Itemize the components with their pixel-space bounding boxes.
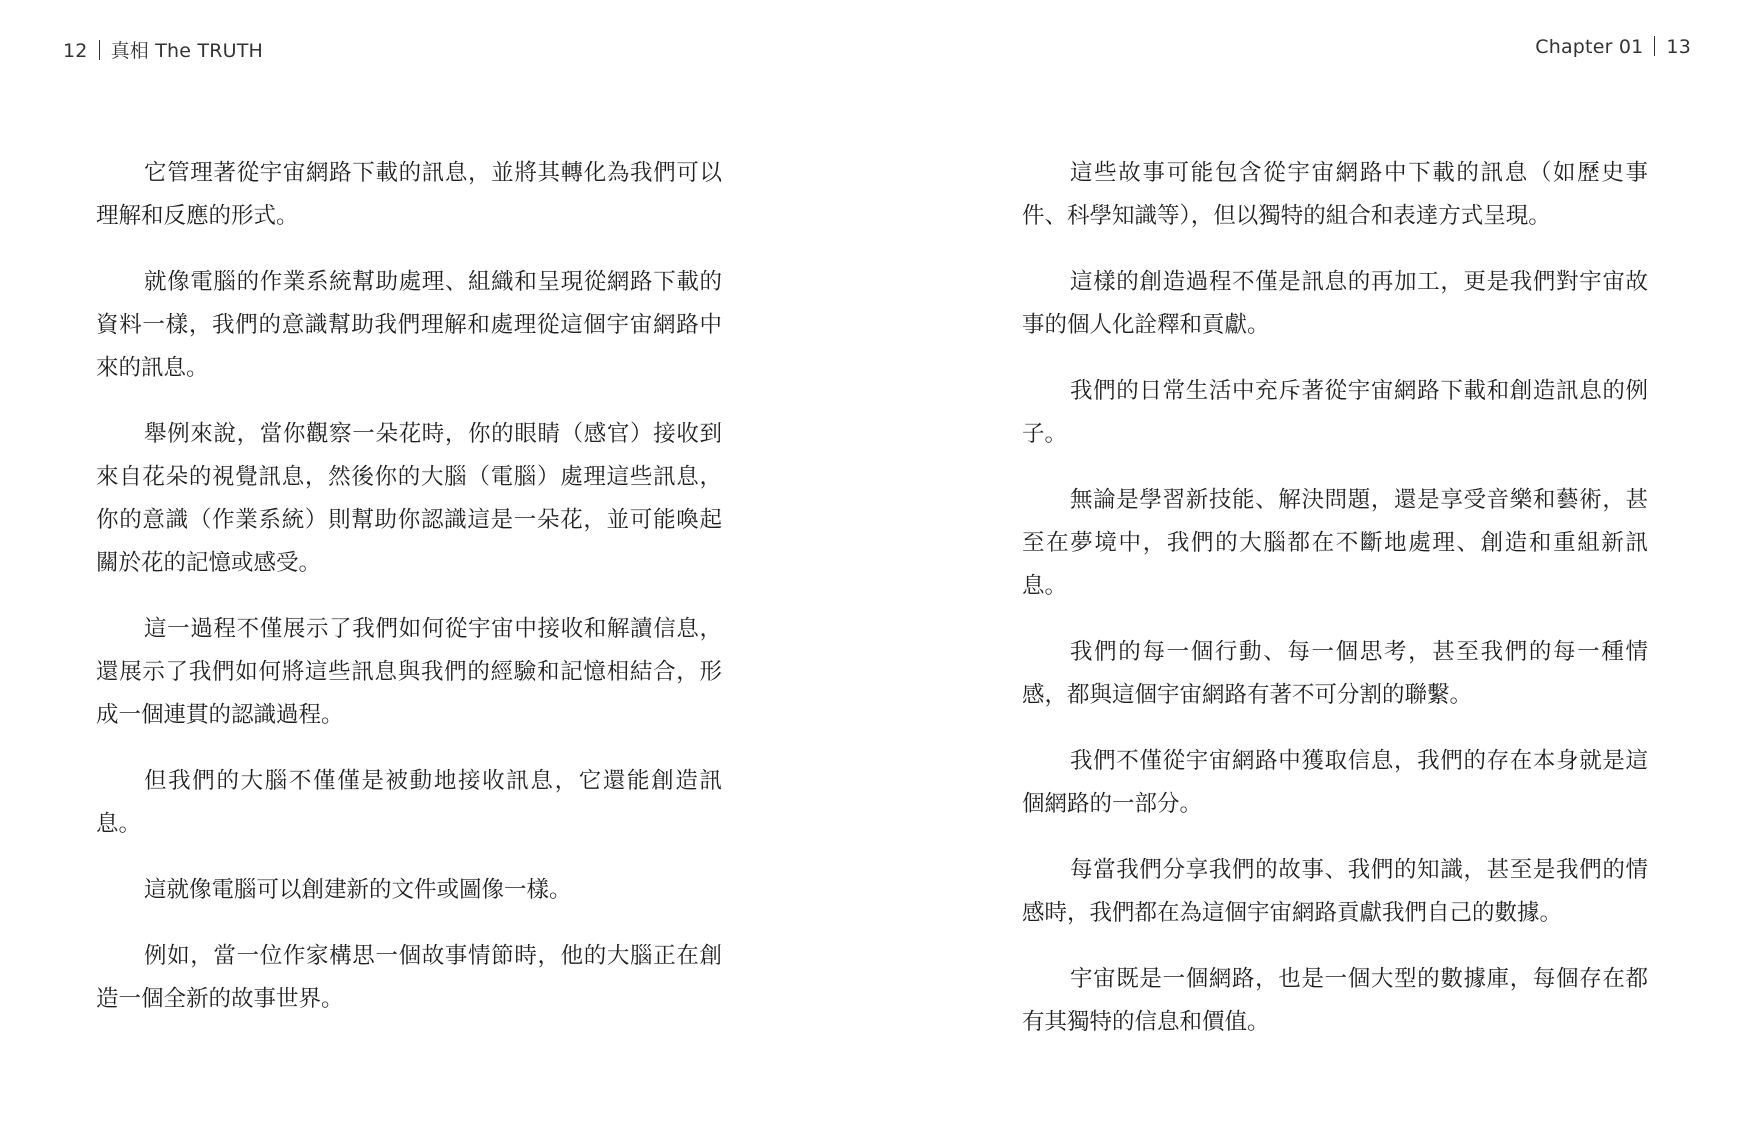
paragraph: 例如，當一位作家構思一個故事情節時，他的大腦正在創造一個全新的故事世界。 [96, 943, 722, 1012]
paragraph: 就像電腦的作業系統幫助處理、組織和呈現從網路下載的資料一樣，我們的意識幫助我們理解和處理從這個宇宙網路中來的訊息。 [96, 269, 722, 381]
paragraph: 每當我們分享我們的故事、我們的知識，甚至是我們的情感時，我們都在為這個宇宙網路貢獻我們自己的數據。 [1022, 857, 1648, 926]
left-page-body [96, 152, 722, 1044]
paragraph: 這就像電腦可以創建新的文件或圖像一樣。 [144, 877, 572, 903]
paragraph: 這些故事可能包含從宇宙網路中下載的訊息（如歷史事件、科學知識等），但以獨特的組合和表達方式呈現。 [1022, 160, 1648, 229]
paragraph: 舉例來說，當你觀察一朵花時，你的眼睛（感官）接收到來自花朵的視覺訊息，然後你的大腦（電腦）處理這些訊息，你的意識（作業系統）則幫助你認識這是一朵花，並可能喚起關於花的記憶或感受。 [96, 421, 722, 576]
page-number-right: 13 [1666, 36, 1691, 58]
book-title: 真相 The TRUTH [110, 40, 264, 62]
page-number-left: 12 [63, 40, 88, 62]
paragraph: 我們的每一個行動、每一個思考，甚至我們的每一種情感，都與這個宇宙網路有著不可分割的聯繫。 [1022, 639, 1648, 708]
paragraph: 它管理著從宇宙網路下載的訊息，並將其轉化為我們可以理解和反應的形式。 [96, 160, 722, 229]
paragraph: 我們的日常生活中充斥著從宇宙網路下載和創造訊息的例子。 [1022, 378, 1648, 447]
running-head-left [63, 36, 263, 63]
paragraph: 無論是學習新技能、解決問題，還是享受音樂和藝術，甚至在夢境中，我們的大腦都在不斷地處理、創造和重組新訊息。 [1022, 487, 1648, 599]
paragraph: 宇宙既是一個網路，也是一個大型的數據庫，每個存在都有其獨特的信息和價值。 [1022, 966, 1648, 1035]
chapter-label: Chapter 01 [1535, 36, 1644, 58]
running-head-right [1535, 36, 1691, 58]
paragraph: 這樣的創造過程不僅是訊息的再加工，更是我們對宇宙故事的個人化詮釋和貢獻。 [1022, 269, 1648, 338]
header-separator [1654, 36, 1655, 56]
paragraph: 但我們的大腦不僅僅是被動地接收訊息，它還能創造訊息。 [96, 768, 722, 837]
paragraph: 我們不僅從宇宙網路中獲取信息，我們的存在本身就是這個網路的一部分。 [1022, 748, 1648, 817]
right-page-body [1022, 152, 1648, 1067]
paragraph: 這一過程不僅展示了我們如何從宇宙中接收和解讀信息，還展示了我們如何將這些訊息與我們的經驗和記憶相結合，形成一個連貫的認識過程。 [96, 616, 722, 728]
header-separator [99, 40, 100, 60]
